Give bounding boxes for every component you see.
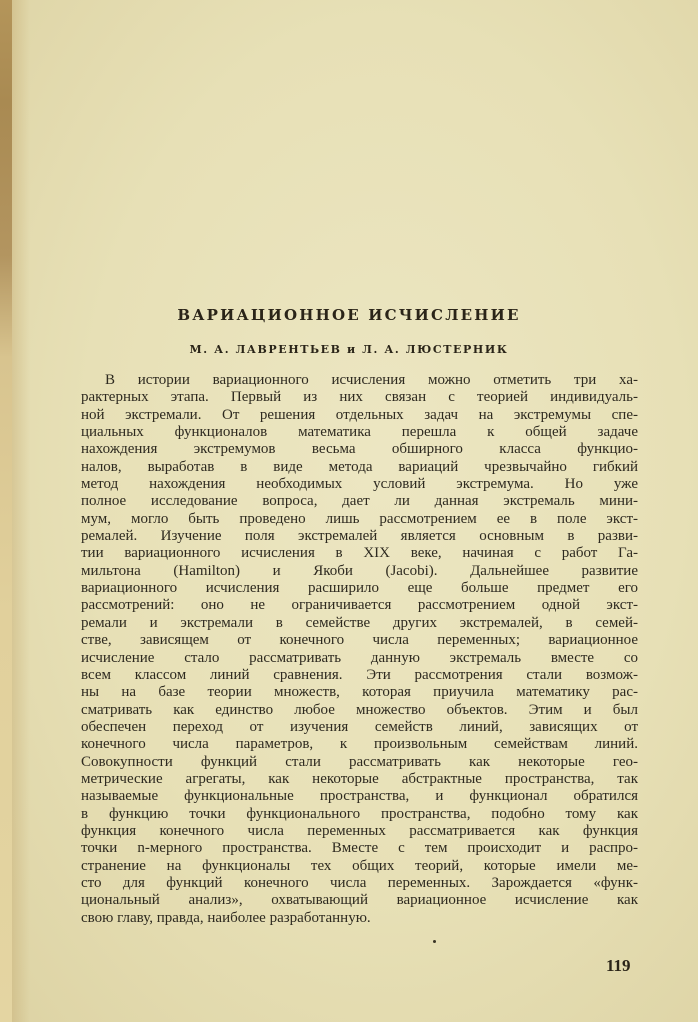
text-line: В истории вариационного исчисления можно отметить три ха- bbox=[105, 372, 638, 388]
text-line: стве, зависящем от конечного числа переменных; вариационное bbox=[81, 632, 638, 649]
text-line: ны на базе теории множеств, которая приучила математику рас- bbox=[81, 684, 638, 701]
body-paragraph bbox=[81, 372, 638, 927]
text-line: странение на функционалы тех общих теорий, которые имели ме- bbox=[81, 857, 638, 874]
text-line: циальных функционалов математика перешла к общей задаче bbox=[81, 424, 638, 441]
text-line: мум, могло быть проведено лишь рассмотрением ее в поле экст- bbox=[81, 510, 638, 527]
text-line: нахождения экстремумов весьма обширного класса функцио- bbox=[81, 441, 638, 458]
text-line: метод нахождения необходимых условий экстремума. Но уже bbox=[81, 476, 638, 493]
text-line: вариационного исчисления расширило еще больше предмет его bbox=[81, 580, 638, 597]
text-line: исчисление стало рассматривать данную экстремаль вместе со bbox=[81, 649, 638, 666]
text-line: в функцию точки функционального пространства, подобно тому как bbox=[81, 805, 638, 822]
text-line: полное исследование вопроса, дает ли данная экстремаль мини- bbox=[81, 493, 638, 510]
text-line: функция конечного числа переменных рассматривается как функция bbox=[81, 822, 638, 839]
text-line: Совокупности функций стали рассматривать как некоторые гео- bbox=[81, 753, 638, 770]
binding-edge bbox=[0, 0, 12, 1022]
text-line: ремали и экстремали в семействе других экстремалей, в семей- bbox=[81, 614, 638, 631]
text-line: точки n-мерного пространства. Вместе с тем происходит и распро- bbox=[81, 840, 638, 857]
text-line: мильтона (Hamilton) и Якоби (Jacobi). Дальнейшее развитие bbox=[81, 562, 638, 579]
text-line: метрические агрегаты, как некоторые абстрактные пространства, так bbox=[81, 770, 638, 787]
page-number: 119 bbox=[606, 956, 631, 975]
text-line: сто для функций конечного числа переменных. Зарождается «функ- bbox=[81, 874, 638, 891]
text-line: циональный анализ», охватывающий вариационное исчисление как bbox=[81, 892, 638, 909]
text-line: рассмотрений: оно не ограничивается рассмотрением одной экст- bbox=[81, 597, 638, 614]
chapter-authors: М. А. ЛАВРЕНТЬЕВ и Л. А. ЛЮСТЕРНИК bbox=[189, 343, 509, 356]
text-line: налов, выработав в виде метода вариаций чрезвычайно гибкий bbox=[81, 458, 638, 475]
binding-shadow bbox=[12, 0, 30, 1022]
text-line: сматривать как единство любое множество объектов. Этим и был bbox=[81, 701, 638, 718]
text-line: ремалей. Изучение поля экстремалей является основным в разви- bbox=[81, 528, 638, 545]
text-line: обеспечен переход от изучения семейств линий, зависящих от bbox=[81, 718, 638, 735]
text-line: называемые функциональные пространства, и функционал обратился bbox=[81, 788, 638, 805]
text-line: рактерных этапа. Первый из них связан с теорией индивидуаль- bbox=[81, 389, 638, 406]
text-line: конечного числа параметров, к произвольным семействам линий. bbox=[81, 736, 638, 753]
text-line: всем классом линий сравнения. Эти рассмотрения стали возмож- bbox=[81, 666, 638, 683]
text-line: тии вариационного исчисления в XIX веке, начиная с работ Га- bbox=[81, 545, 638, 562]
chapter-title: ВАРИАЦИОННОЕ ИСЧИСЛЕНИЕ bbox=[177, 306, 521, 324]
print-speck bbox=[433, 940, 436, 943]
text-line: ной экстремали. От решения отдельных задач на экстремумы спе- bbox=[81, 406, 638, 423]
text-line: свою главу, правда, наиболее разработанную. bbox=[81, 909, 371, 926]
